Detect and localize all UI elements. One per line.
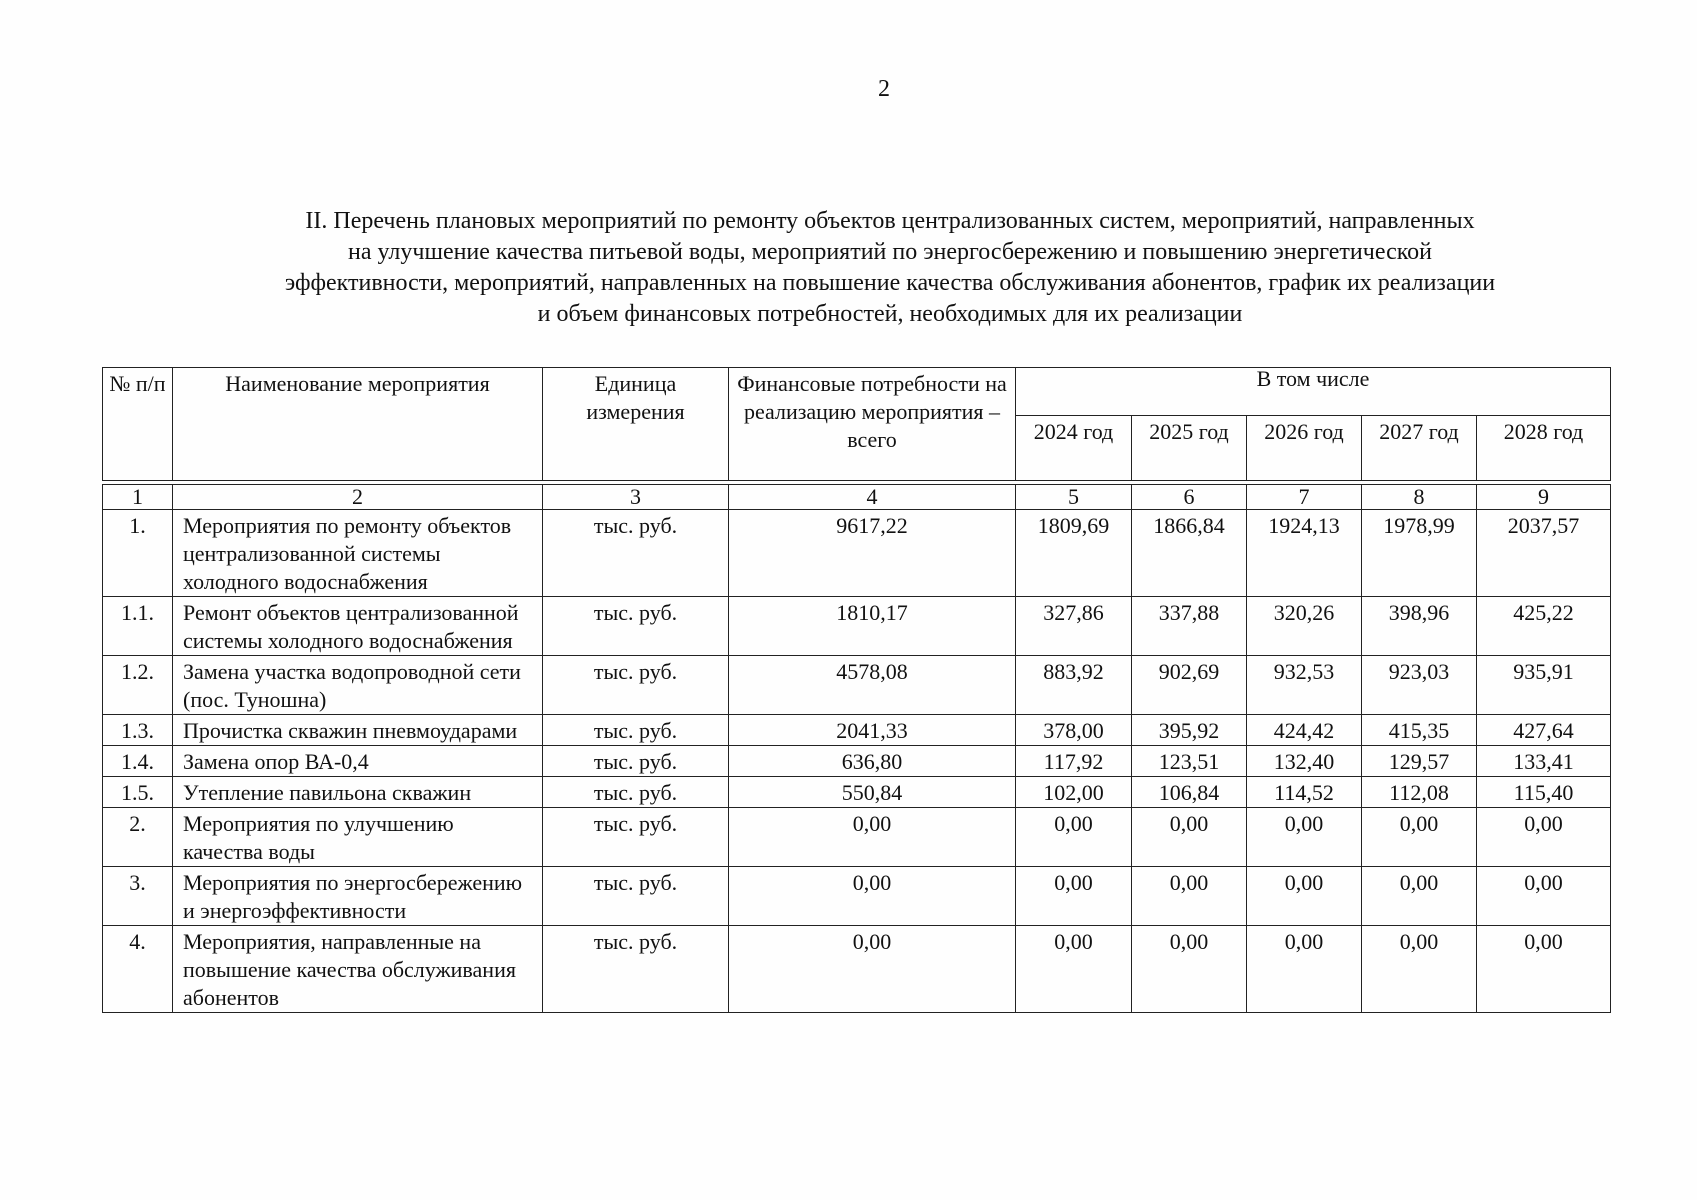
year-2028-value: 425,22 <box>1477 597 1611 656</box>
row-number: 4. <box>103 926 173 1013</box>
year-2024-value: 0,00 <box>1016 867 1132 926</box>
column-number: 2 <box>173 485 543 510</box>
title-line: эффективности, мероприятий, направленных на повышение качества обслуживания абонентов, график их реализации <box>284 270 1496 296</box>
header-including: В том числе <box>1016 368 1611 416</box>
total-needs: 0,00 <box>729 867 1016 926</box>
column-number: 7 <box>1247 485 1362 510</box>
row-number: 2. <box>103 808 173 867</box>
year-2025-value: 0,00 <box>1132 808 1247 867</box>
unit: тыс. руб. <box>543 808 729 867</box>
year-2025-value: 106,84 <box>1132 777 1247 808</box>
year-2025-value: 0,00 <box>1132 926 1247 1013</box>
unit: тыс. руб. <box>543 715 729 746</box>
year-2027-value: 112,08 <box>1362 777 1477 808</box>
year-2027-value: 398,96 <box>1362 597 1477 656</box>
total-needs: 9617,22 <box>729 510 1016 597</box>
column-number: 1 <box>103 485 173 510</box>
column-number-row <box>103 485 1611 510</box>
year-2025-value: 902,69 <box>1132 656 1247 715</box>
row-number: 1.4. <box>103 746 173 777</box>
title-line: II. Перечень плановых мероприятий по ремонту объектов централизованных систем, мероприятий, направленных <box>305 208 1475 234</box>
unit: тыс. руб. <box>543 597 729 656</box>
table-row <box>103 926 1611 1013</box>
row-number: 1.5. <box>103 777 173 808</box>
year-2024-value: 117,92 <box>1016 746 1132 777</box>
column-number: 3 <box>543 485 729 510</box>
row-number: 3. <box>103 867 173 926</box>
year-2028-value: 935,91 <box>1477 656 1611 715</box>
document-title <box>100 206 1680 330</box>
year-2027-value: 0,00 <box>1362 808 1477 867</box>
year-2026-value: 932,53 <box>1247 656 1362 715</box>
year-2025-value: 0,00 <box>1132 867 1247 926</box>
year-2026-value: 0,00 <box>1247 808 1362 867</box>
table-row <box>103 777 1611 808</box>
column-number: 4 <box>729 485 1016 510</box>
year-2028-value: 2037,57 <box>1477 510 1611 597</box>
year-2027-value: 0,00 <box>1362 926 1477 1013</box>
year-2025-value: 1866,84 <box>1132 510 1247 597</box>
header-name: Наименование мероприятия <box>173 368 543 481</box>
year-2026-value: 114,52 <box>1247 777 1362 808</box>
year-2026-value: 320,26 <box>1247 597 1362 656</box>
column-number: 8 <box>1362 485 1477 510</box>
year-2028-value: 0,00 <box>1477 867 1611 926</box>
page-number: 2 <box>878 76 890 102</box>
year-2024-value: 883,92 <box>1016 656 1132 715</box>
year-2028-value: 0,00 <box>1477 926 1611 1013</box>
row-number: 1.3. <box>103 715 173 746</box>
total-needs: 550,84 <box>729 777 1016 808</box>
header-year: 2027 год <box>1362 416 1477 481</box>
table-row <box>103 597 1611 656</box>
year-2026-value: 0,00 <box>1247 926 1362 1013</box>
measure-name: Утепление павильона скважин <box>173 777 543 808</box>
year-2027-value: 415,35 <box>1362 715 1477 746</box>
table-row <box>103 746 1611 777</box>
measure-name: Мероприятия, направленные на повышение качества обслуживания абонентов <box>173 926 543 1013</box>
year-2024-value: 327,86 <box>1016 597 1132 656</box>
year-2025-value: 337,88 <box>1132 597 1247 656</box>
year-2025-value: 123,51 <box>1132 746 1247 777</box>
header-row <box>103 368 1611 416</box>
year-2028-value: 0,00 <box>1477 808 1611 867</box>
header-year: 2028 год <box>1477 416 1611 481</box>
header-unit: Единица измерения <box>543 368 729 481</box>
row-number: 1.1. <box>103 597 173 656</box>
row-number: 1. <box>103 510 173 597</box>
header-year: 2024 год <box>1016 416 1132 481</box>
header-year: 2026 год <box>1247 416 1362 481</box>
title-line: и объем финансовых потребностей, необходимых для их реализации <box>537 301 1243 327</box>
year-2024-value: 102,00 <box>1016 777 1132 808</box>
measure-name: Мероприятия по ремонту объектов централизованной системы холодного водоснабжения <box>173 510 543 597</box>
title-line: на улучшение качества питьевой воды, мероприятий по энергосбережению и повышению энергетической <box>347 239 1433 265</box>
unit: тыс. руб. <box>543 777 729 808</box>
column-number: 9 <box>1477 485 1611 510</box>
total-needs: 2041,33 <box>729 715 1016 746</box>
year-2024-value: 0,00 <box>1016 808 1132 867</box>
table-row <box>103 656 1611 715</box>
header-no: № п/п <box>103 368 173 481</box>
year-2025-value: 395,92 <box>1132 715 1247 746</box>
year-2028-value: 133,41 <box>1477 746 1611 777</box>
table-row <box>103 808 1611 867</box>
measures-table <box>102 367 1611 1013</box>
year-2024-value: 378,00 <box>1016 715 1132 746</box>
header-year: 2025 год <box>1132 416 1247 481</box>
table-row <box>103 510 1611 597</box>
measure-name: Мероприятия по энергосбережению и энергоэффективности <box>173 867 543 926</box>
measure-name: Замена участка водопроводной сети (пос. Туношна) <box>173 656 543 715</box>
year-2026-value: 424,42 <box>1247 715 1362 746</box>
measure-name: Прочистка скважин пневмоударами <box>173 715 543 746</box>
year-2026-value: 132,40 <box>1247 746 1362 777</box>
total-needs: 0,00 <box>729 926 1016 1013</box>
year-2028-value: 115,40 <box>1477 777 1611 808</box>
table-row <box>103 867 1611 926</box>
table-row <box>103 715 1611 746</box>
column-number: 6 <box>1132 485 1247 510</box>
measure-name: Мероприятия по улучшению качества воды <box>173 808 543 867</box>
header-total: Финансовые потребности на реализацию мероприятия – всего <box>729 368 1016 481</box>
year-2027-value: 923,03 <box>1362 656 1477 715</box>
year-2024-value: 0,00 <box>1016 926 1132 1013</box>
total-needs: 1810,17 <box>729 597 1016 656</box>
total-needs: 636,80 <box>729 746 1016 777</box>
measure-name: Замена опор ВА-0,4 <box>173 746 543 777</box>
year-2027-value: 129,57 <box>1362 746 1477 777</box>
total-needs: 0,00 <box>729 808 1016 867</box>
year-2027-value: 1978,99 <box>1362 510 1477 597</box>
measure-name: Ремонт объектов централизованной системы холодного водоснабжения <box>173 597 543 656</box>
row-number: 1.2. <box>103 656 173 715</box>
unit: тыс. руб. <box>543 510 729 597</box>
year-2026-value: 0,00 <box>1247 867 1362 926</box>
year-2027-value: 0,00 <box>1362 867 1477 926</box>
unit: тыс. руб. <box>543 746 729 777</box>
unit: тыс. руб. <box>543 867 729 926</box>
year-2024-value: 1809,69 <box>1016 510 1132 597</box>
unit: тыс. руб. <box>543 656 729 715</box>
year-2026-value: 1924,13 <box>1247 510 1362 597</box>
total-needs: 4578,08 <box>729 656 1016 715</box>
year-2028-value: 427,64 <box>1477 715 1611 746</box>
column-number: 5 <box>1016 485 1132 510</box>
unit: тыс. руб. <box>543 926 729 1013</box>
